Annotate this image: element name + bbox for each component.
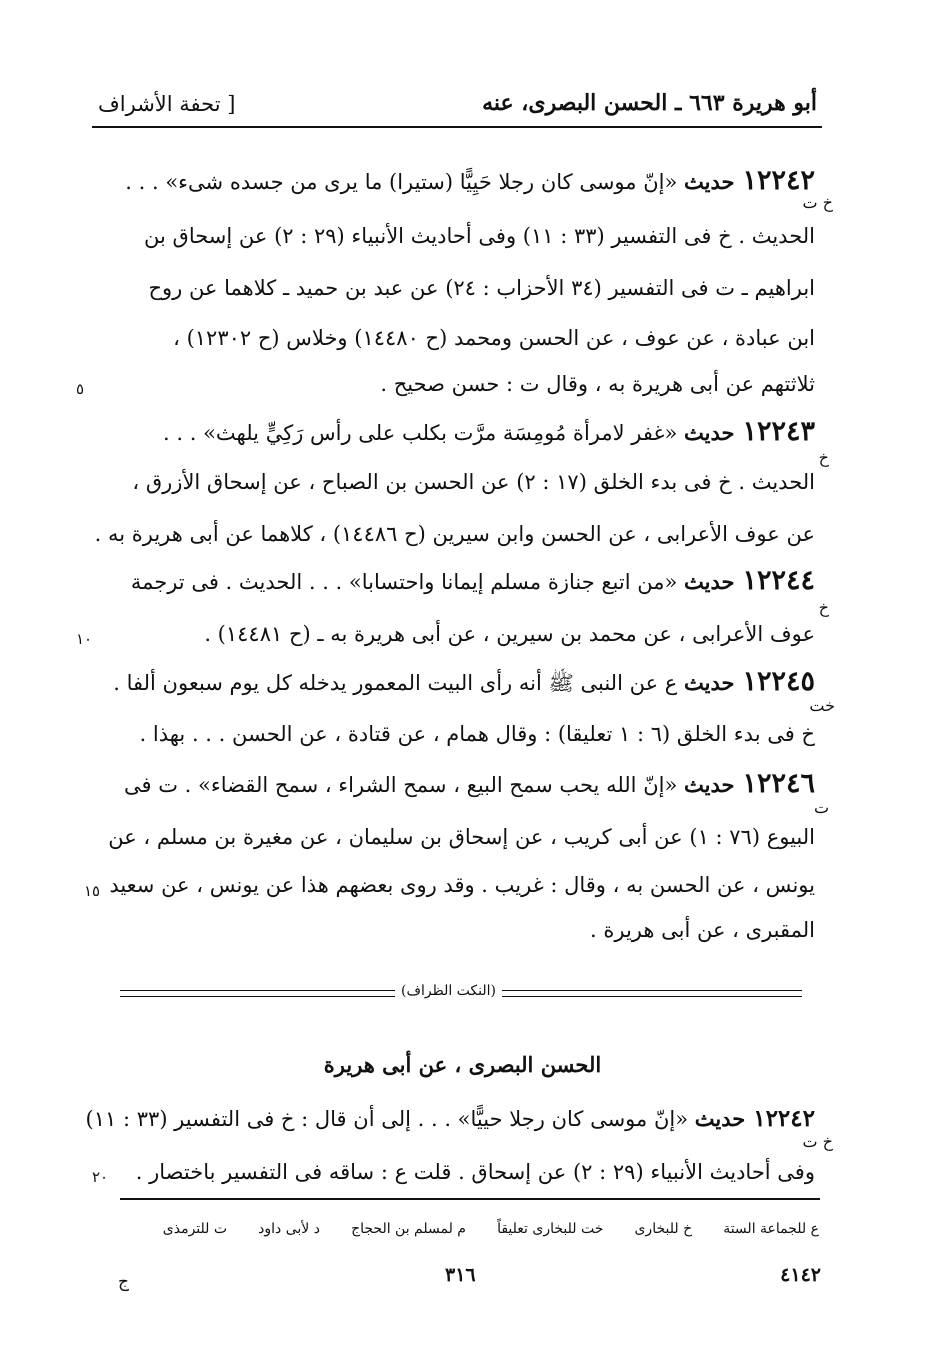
entry-text: «إنّ الله يحب سمح البيع ، سمح الشراء ، سمح القضاء» . ت فى bbox=[124, 773, 678, 797]
entry-text: «إنّ موسى كان رجلا حَيِيًّا (ستيرا) ما يرى من جسده شىء» . . . bbox=[125, 170, 678, 194]
legend-item: ع للجماعة الستة bbox=[723, 1221, 819, 1237]
entry-12246-line-4: المقبرى ، عن أبى هريرة . bbox=[590, 918, 815, 942]
legend-item: د لأبى داود bbox=[258, 1221, 320, 1237]
hadith-number: ١٢٢٤٢ bbox=[742, 165, 815, 196]
line-number-5: ٥ bbox=[76, 380, 85, 398]
footer-rule bbox=[120, 1198, 820, 1200]
hadith-label: حديث bbox=[684, 569, 735, 594]
nukat-line-2: وفى أحاديث الأنبياء (٢٩ : ٢) عن إسحاق . قلت ع : ساقه فى التفسير باختصار . bbox=[135, 1160, 815, 1184]
entry-12245-line-1 bbox=[113, 666, 815, 701]
entry-12246-siglum: ت bbox=[813, 798, 829, 817]
entry-12244-siglum: خ bbox=[818, 598, 829, 617]
entry-12242-line-1 bbox=[125, 165, 815, 196]
hadith-number: ١٢٢٤٥ bbox=[742, 666, 815, 697]
entry-12246-line-2: البيوع (٧٦ : ١) عن أبى كريب ، عن إسحاق بن سليمان ، عن مغيرة بن مسلم ، عن bbox=[108, 825, 815, 849]
line-number-15: ١٥ bbox=[84, 882, 101, 900]
footer-code: ٤١٤٢ bbox=[780, 1264, 821, 1286]
line-number-20: ٢٠ bbox=[92, 1168, 109, 1186]
running-header-right: أبو هريرة ٦٦٣ ـ الحسن البصرى، عنه bbox=[482, 90, 817, 116]
sigla-legend bbox=[137, 1218, 819, 1237]
volume-mark: ج bbox=[118, 1272, 129, 1292]
entry-12242-line-4: ابن عبادة ، عن عوف ، عن الحسن ومحمد (ح ١٤٤٨٠) وخلاس (ح ١٢٣٠٢) ، bbox=[173, 326, 815, 350]
hadith-number: ١٢٢٤٦ bbox=[742, 768, 815, 799]
entry-text: ع عن النبى ﷺ أنه رأى البيت المعمور يدخله كل يوم سبعون ألفا . bbox=[113, 671, 678, 695]
hadith-number: ١٢٢٤٤ bbox=[742, 565, 815, 596]
entry-text: «غفر لامرأة مُومِسَة مرَّت بكلب على رأس رَكِيٍّ يلهث» . . . bbox=[163, 421, 678, 445]
entry-12242-line-3: ابراهيم ـ ت فى التفسير (٣٤ الأحزاب : ٢٤) عن عبد بن حميد ـ كلاهما عن روح bbox=[148, 276, 815, 300]
legend-item: م لمسلم بن الحجاج bbox=[351, 1221, 466, 1237]
hadith-label: حديث bbox=[684, 772, 735, 797]
hadith-label: حديث bbox=[694, 1106, 746, 1131]
legend-item: ت للترمذى bbox=[162, 1221, 228, 1237]
nukat-heading: الحسن البصرى ، عن أبى هريرة bbox=[323, 1052, 602, 1077]
entry-12243-siglum: خ bbox=[818, 448, 829, 467]
entry-text: «من اتبع جنازة مسلم إيمانا واحتسابا» . . . الحديث . فى ترجمة bbox=[130, 570, 678, 594]
entry-12243-line-1 bbox=[163, 416, 815, 447]
hadith-label: حديث bbox=[684, 670, 735, 695]
entry-12242-siglum: خ ت bbox=[802, 193, 833, 212]
entry-12242-line-5: ثلاثتهم عن أبى هريرة به ، وقال ت : حسن صحيح . bbox=[380, 372, 815, 396]
line-number-10: ١٠ bbox=[76, 630, 93, 648]
entry-12246-line-1 bbox=[124, 768, 815, 799]
hadith-number: ١٢٢٤٣ bbox=[742, 416, 815, 447]
header-rule bbox=[92, 126, 822, 128]
running-header-left: [ تحفة الأشراف bbox=[98, 92, 236, 116]
entry-12246-line-3: يونس ، عن الحسن به ، وقال : غريب . وقد روى بعضهم هذا عن يونس ، عن سعيد bbox=[109, 873, 815, 897]
entry-text: «إنّ موسى كان رجلا حييًّا» . . . إلى أن قال : خ فى التفسير (٣٣ : ١١) bbox=[85, 1107, 689, 1131]
page-number: ٣١٦ bbox=[445, 1264, 476, 1286]
entry-12243-line-3: عن عوف الأعرابى ، عن الحسن وابن سيرين (ح ١٤٤٨٦) ، كلاهما عن أبى هريرة به . bbox=[94, 522, 815, 546]
hadith-number: ١٢٢٤٢ bbox=[753, 1105, 815, 1132]
legend-item: خ للبخارى bbox=[634, 1221, 693, 1237]
legend-item: خت للبخارى تعليقاً bbox=[497, 1221, 604, 1237]
entry-12244-line-1 bbox=[131, 565, 815, 596]
entry-12245-line-2: خ فى بدء الخلق (٦ : ١ تعليقا) : وقال همام ، عن قتادة ، عن الحسن . . . بهذا . bbox=[139, 722, 815, 746]
entry-12244-line-2: عوف الأعرابى ، عن محمد بن سيرين ، عن أبى هريرة به ـ (ح ١٤٤٨١) . bbox=[204, 622, 815, 646]
entry-12242-line-2: الحديث . خ فى التفسير (٣٣ : ١١) وفى أحاديث الأنبياء (٢٩ : ٢) عن إسحاق بن bbox=[144, 224, 815, 248]
hadith-label: حديث bbox=[684, 420, 735, 445]
entry-12243-line-2: الحديث . خ فى بدء الخلق (١٧ : ٢) عن الحسن بن الصباح ، عن إسحاق الأزرق ، bbox=[132, 470, 815, 494]
hadith-label: حديث bbox=[684, 169, 735, 194]
nukat-siglum: خ ت bbox=[802, 1132, 833, 1151]
entry-12245-siglum: خت bbox=[809, 696, 835, 715]
divider-label: (النكت الظراف) bbox=[395, 983, 502, 999]
nukat-line-1 bbox=[86, 1105, 815, 1132]
